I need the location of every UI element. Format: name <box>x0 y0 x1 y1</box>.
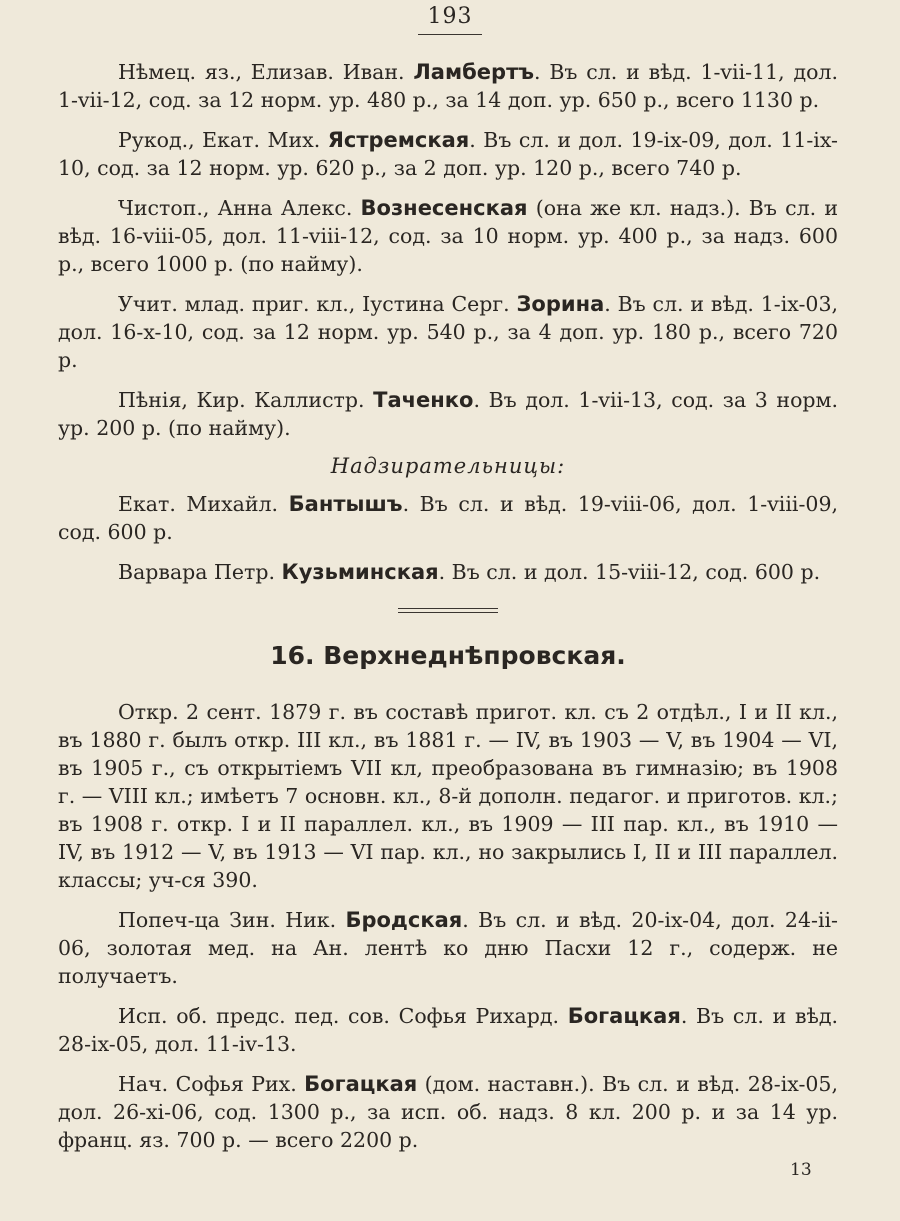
staff-entry-bantysh <box>58 490 838 546</box>
entry-prefix: Нач. Софья Рих. <box>118 1072 305 1096</box>
entry-prefix: Учит. млад. приг. кл., Іустина Серг. <box>118 292 517 316</box>
entry-details: . Въ сл. и дол. 15-viii-12, сод. 600 р. <box>438 560 821 584</box>
entry-surname: Вознесенская <box>360 196 528 220</box>
entry-prefix: Попеч-ца Зин. Ник. <box>118 908 346 932</box>
entry-surname: Бродская <box>345 908 463 932</box>
entry-surname: Кузьминская <box>281 560 439 584</box>
entry-surname: Ламбертъ <box>413 60 535 84</box>
entry-surname: Бантышъ <box>288 492 403 516</box>
page-number-rule <box>418 34 482 35</box>
entry-prefix: Исп. об. предс. пед. сов. Софья Рихард. <box>118 1004 568 1028</box>
entry-prefix: Пѣнія, Кир. Каллистр. <box>118 388 374 412</box>
entry-details: (она же кл. надз.). Въ сл. и вѣд. 16-viii-05, дол. 11-viii-12, сод. за 10 норм. ур. 400 р., за надз. 600 р., всего 1000 р. (по найму). <box>58 196 838 276</box>
overseers-subheading: Надзирательницы: <box>330 454 566 478</box>
signature-mark: 13 <box>790 1160 812 1180</box>
entry-surname: Ястремская <box>327 128 470 152</box>
entry-prefix: Варвара Петр. <box>118 560 282 584</box>
section-divider <box>398 608 498 613</box>
entry-details: . Въ сл. и вѣд. 19-viii-06, дол. 1-viii-09, сод. 600 р. <box>58 492 839 544</box>
section-intro: Откр. 2 сент. 1879 г. въ составѣ пригот. кл. съ 2 отдѣл., I и II кл., въ 1880 г. былъ откр. III кл., въ 1881 г. — IV, въ 1903 — V, въ 1904 — VI, въ 1905 г., съ открытіемъ VII кл, преобразована въ гимназію; въ 1908 г. — VIII кл.; имѣетъ 7 основн. кл., 8-й дополн. педагог. и приготов. кл.; въ 1908 г. откр. I и II параллел. кл., въ 1909 — III пар. кл., въ 1910 — IV, въ 1912 — V, въ 1913 — VI пар. кл., но закрылись I, II и III параллел. классы; уч-ся 390. <box>58 700 838 892</box>
section-number: 16 <box>270 641 306 670</box>
entry-details: . Въ сл. и дол. 19-ix-09, дол. 11-ix-10, сод. за 12 норм. ур. 620 р., за 2 доп. ур. 120 р., всего 740 р. <box>58 128 838 180</box>
entry-prefix: Екат. Михайл. <box>118 492 289 516</box>
page-body <box>58 58 838 1166</box>
entry-details: . Въ дол. 1-vii-13, сод. за 3 норм. ур. 200 р. (по найму). <box>58 388 839 440</box>
staff-entry-bogatskaya-head <box>58 1070 838 1154</box>
staff-entry-kuzminskaya <box>58 558 838 586</box>
staff-entry-lambert <box>58 58 838 114</box>
staff-entry-voznesenskaya <box>58 194 838 278</box>
entry-prefix: Чистоп., Анна Алекс. <box>118 196 361 220</box>
entry-details: . Въ сл. и вѣд. 1-ix-03, дол. 16-x-10, сод. за 12 норм. ур. 540 р., за 4 доп. ур. 180 р., всего 720 р. <box>58 292 839 372</box>
entry-surname: Богацкая <box>567 1004 681 1028</box>
entry-details: . Въ сл. и вѣд. 1-vii-11, дол. 1-vii-12, сод. за 12 норм. ур. 480 р., за 14 доп. ур. 650 р., всего 1130 р. <box>58 60 838 112</box>
staff-entry-yastremskaya <box>58 126 838 182</box>
page-number: 193 <box>427 4 473 29</box>
section-name: . Верхнеднѣпровская. <box>305 641 626 670</box>
entry-details: . Въ сл. и вѣд. 28-ix-05, дол. 11-iv-13. <box>58 1004 839 1056</box>
entry-prefix: Рукод., Екат. Мих. <box>118 128 328 152</box>
entry-surname: Богацкая <box>304 1072 418 1096</box>
entry-details: (дом. наставн.). Въ сл. и вѣд. 28-ix-05, дол. 26-xi-06, сод. 1300 р., за исп. об. надз. 8 кл. 200 р. и за 14 ур. франц. яз. 700 р. — всего 2200 р. <box>58 1072 838 1152</box>
staff-entry-brodskaya <box>58 906 838 990</box>
section-title <box>58 641 838 670</box>
staff-entry-tachenko <box>58 386 838 442</box>
entry-surname: Таченко <box>373 388 474 412</box>
entry-prefix: Нѣмец. яз., Елизав. Иван. <box>118 60 414 84</box>
entry-surname: Зорина <box>516 292 605 316</box>
entry-details: . Въ сл. и вѣд. 20-ix-04, дол. 24-ii-06, золотая мед. на Ан. лентѣ ко дню Пасхи 12 г., содерж. не получаетъ. <box>58 908 838 988</box>
staff-entry-bogatskaya-acting <box>58 1002 838 1058</box>
staff-entry-zorina <box>58 290 838 374</box>
